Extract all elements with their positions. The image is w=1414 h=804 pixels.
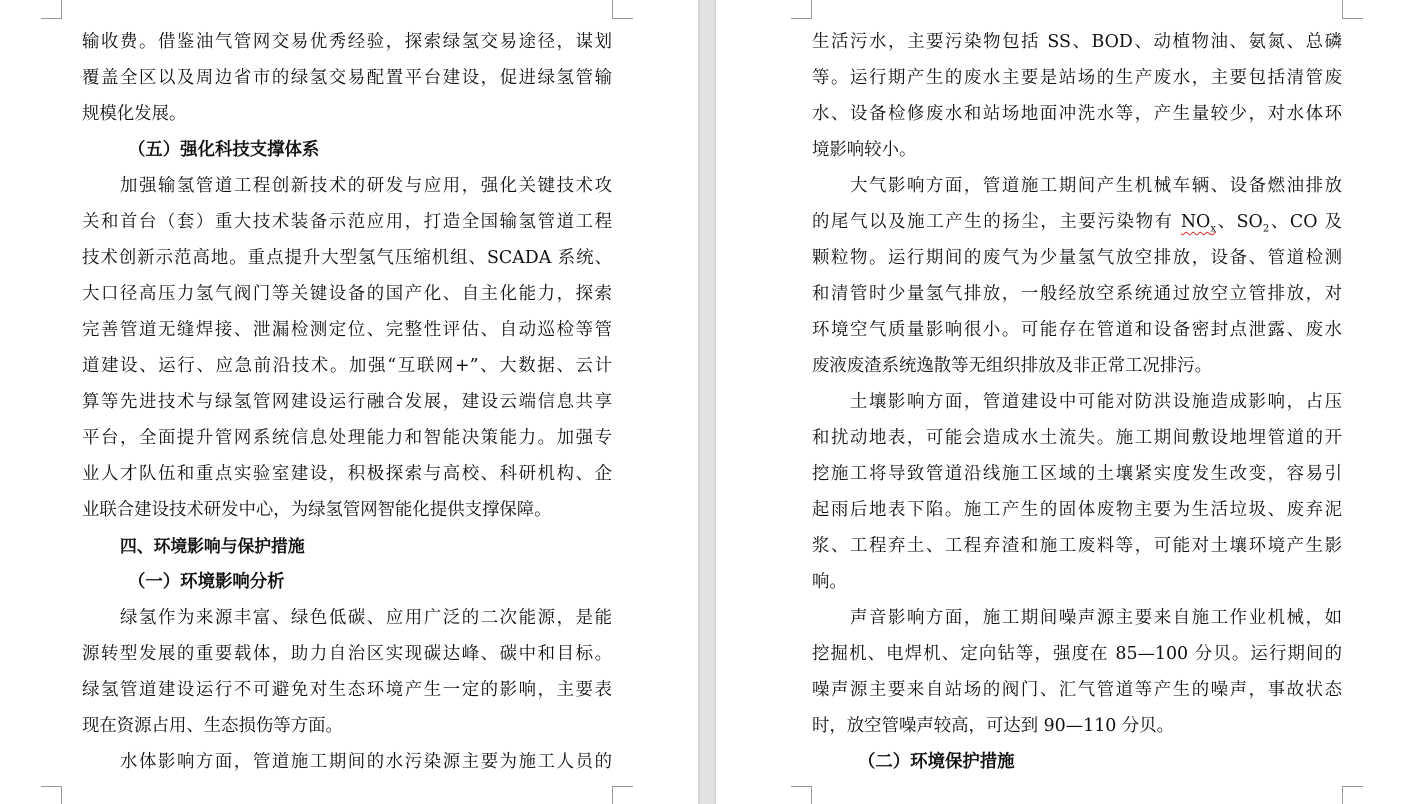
crop-mark-bottom-left — [41, 786, 62, 804]
so2-subscript: 2 — [1262, 223, 1270, 235]
paragraph-line: 业联合建设技术研发中心，为绿氢管网智能化提供支撑保障。 — [82, 500, 552, 520]
paragraph-line: 完善管道无缝焊接、泄漏检测定位、完整性评估、自动巡检等管 — [82, 320, 612, 340]
paragraph-line: 业人才队伍和重点实验室建设，积极探索与高校、科研机构、企 — [82, 464, 612, 484]
nox-formula — [1180, 212, 1216, 235]
paragraph-line: 算等先进技术与绿氢管网建设运行融合发展，建设云端信息共享 — [82, 392, 612, 412]
paragraph-line: 环境空气质量影响很小。可能存在管道和设备密封点泄露、废水 — [812, 320, 1342, 340]
nox-base: NO — [1180, 212, 1211, 232]
crop-mark-top-right — [1342, 0, 1363, 19]
paragraph-line: 土壤影响方面，管道建设中可能对防洪设施造成影响，占压 — [850, 392, 1342, 412]
section-heading: （五）强化科技支撑体系 — [128, 140, 320, 160]
chapter-heading: 四、环境影响与保护措施 — [120, 536, 305, 556]
paragraph-line: 废液废渣系统逸散等无组织排放及非正常工况排污。 — [812, 356, 1212, 376]
paragraph-line: 和清管时少量氢气排放，一般经放空系统通过放空立管排放，对 — [812, 284, 1342, 304]
paragraph-line: 覆盖全区以及周边省市的绿氢交易配置平台建设，促进绿氢管输 — [82, 68, 612, 88]
crop-mark-bottom-right — [1342, 786, 1363, 804]
document-page-right — [716, 0, 1414, 804]
so2-formula: 、SO — [1215, 212, 1263, 232]
paragraph-line: 大口径高压力氢气阀门等关键设备的国产化、自主化能力，探索 — [82, 284, 612, 304]
paragraph-line: 水体影响方面，管道施工期间的水污染源主要为施工人员的 — [120, 752, 612, 772]
paragraph-line: 响。 — [812, 572, 847, 592]
paragraph-line: 绿氢作为来源丰富、绿色低碳、应用广泛的二次能源，是能 — [120, 608, 612, 628]
paragraph-line: 等。运行期产生的废水主要是站场的生产废水，主要包括清管废 — [812, 68, 1342, 88]
paragraph-line: 绿氢管道建设运行不可避免对生态环境产生一定的影响，主要表 — [82, 680, 612, 700]
paragraph-line: 加强输氢管道工程创新技术的研发与应用，强化关键技术攻 — [120, 176, 612, 196]
paragraph-line: 颗粒物。运行期间的废气为少量氢气放空排放，设备、管道检测 — [812, 248, 1342, 268]
document-page-left — [0, 0, 698, 804]
paragraph-line: 挖掘机、电焊机、定向钻等，强度在 85—100 分贝。运行期间的 — [812, 644, 1342, 664]
paragraph-line: 关和首台（套）重大技术装备示范应用，打造全国输氢管道工程 — [82, 212, 612, 232]
paragraph-line: 和扰动地表，可能会造成水土流失。施工期间敷设地埋管道的开 — [812, 428, 1342, 448]
paragraph-line: 大气影响方面，管道施工期间产生机械车辆、设备燃油排放 — [850, 176, 1342, 196]
paragraph-line: 现在资源占用、生态损伤等方面。 — [82, 716, 343, 736]
paragraph-line: 水、设备检修废水和站场地面冲洗水等，产生量较少，对水体环 — [812, 104, 1342, 124]
paragraph-line: 时，放空管噪声较高，可达到 90—110 分贝。 — [812, 716, 1175, 736]
paragraph-line: 浆、工程弃土、工程弃渣和施工废料等，可能对土壤环境产生影 — [812, 536, 1342, 556]
right-page-text — [812, 24, 1342, 780]
paragraph-line: 平台，全面提升管网系统信息处理能力和智能决策能力。加强专 — [82, 428, 612, 448]
paragraph-line-with-formulas — [812, 204, 1342, 240]
paragraph-line: 境影响较小。 — [812, 140, 917, 160]
paragraph-line: 输收费。借鉴油气管网交易优秀经验，探索绿氢交易途径，谋划 — [82, 32, 612, 52]
crop-mark-bottom-left — [791, 786, 812, 804]
paragraph-line: 生活污水，主要污染物包括 SS、BOD、动植物油、氨氮、总磷 — [812, 32, 1342, 52]
paragraph-line: 起雨后地表下陷。施工产生的固体废物主要为生活垃圾、废弃泥 — [812, 500, 1342, 520]
paragraph-line: 源转型发展的重要载体，助力自治区实现碳达峰、碳中和目标。 — [82, 644, 612, 664]
left-page-text — [82, 24, 612, 780]
section-heading: （二）环境保护措施 — [858, 752, 1015, 772]
line-text-after: 、CO 及 — [1269, 212, 1342, 232]
section-heading: （一）环境影响分析 — [128, 572, 285, 592]
paragraph-line: 噪声源主要来自站场的阀门、汇气管道等产生的噪声，事故状态 — [812, 680, 1342, 700]
paragraph-line: 技术创新示范高地。重点提升大型氢气压缩机组、SCADA 系统、 — [82, 248, 612, 268]
line-text-before: 的尾气以及施工产生的扬尘，主要污染物有 — [812, 212, 1181, 232]
paragraph-line: 挖施工将导致管道沿线施工区域的土壤紧实度发生改变，容易引 — [812, 464, 1342, 484]
paragraph-line: 道建设、运行、应急前沿技术。加强“互联网+”、大数据、云计 — [82, 356, 612, 376]
crop-mark-top-left — [791, 0, 812, 19]
paragraph-line: 规模化发展。 — [82, 104, 187, 124]
paragraph-line: 声音影响方面，施工期间噪声源主要来自施工作业机械，如 — [850, 608, 1342, 628]
page-gutter — [698, 0, 716, 804]
crop-mark-bottom-right — [612, 786, 633, 804]
crop-mark-top-left — [41, 0, 62, 19]
crop-mark-top-right — [612, 0, 633, 19]
nox-subscript: x — [1210, 223, 1216, 235]
